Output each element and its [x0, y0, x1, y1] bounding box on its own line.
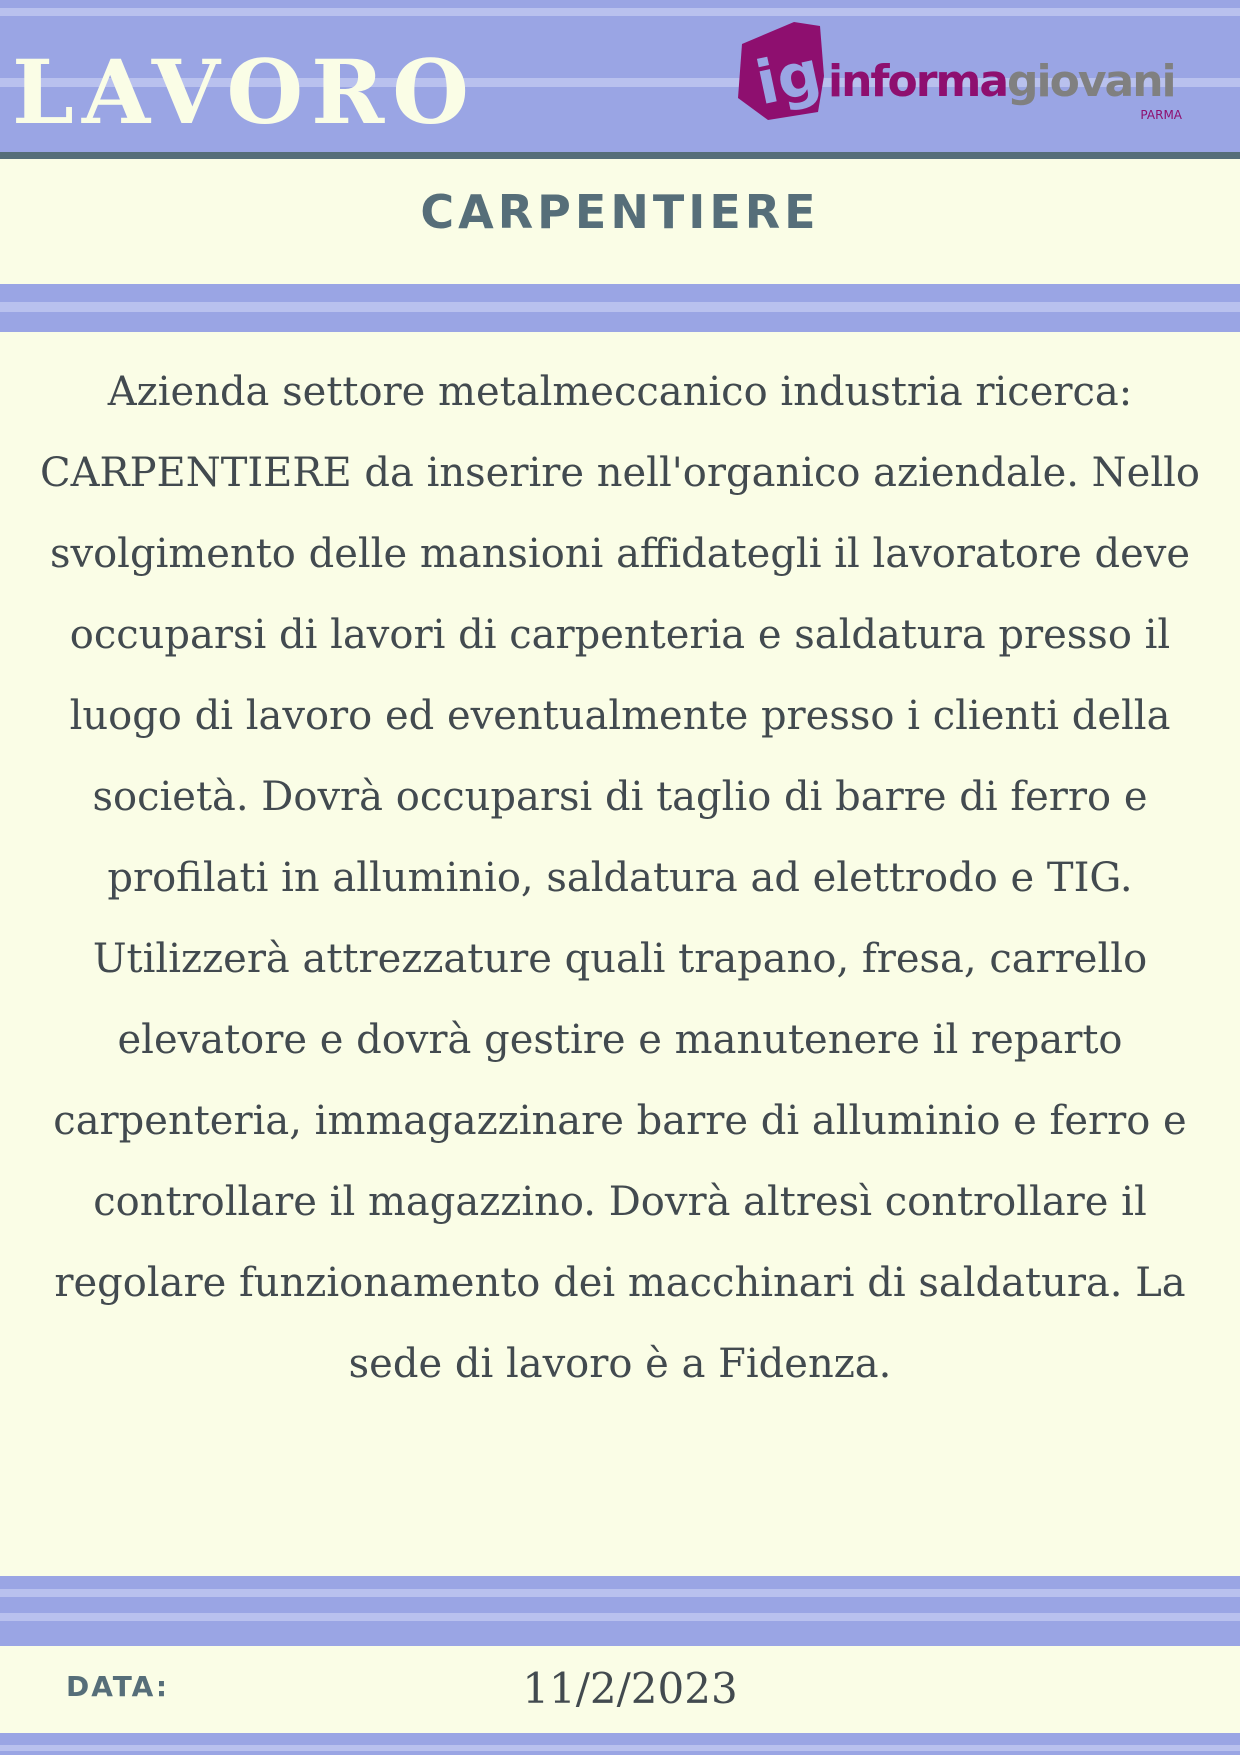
category-heading: LAVORO	[12, 40, 477, 144]
footer-band	[0, 1576, 1240, 1646]
footer-stripe	[0, 1613, 1240, 1621]
header-rule	[0, 152, 1240, 159]
ig-logo-mark-icon	[732, 16, 828, 122]
job-description: Azienda settore metalmeccanico industria ricerca: CARPENTIERE da inserire nell'organico aziendale. Nello svolgimento delle mansioni affidategli il lavoratore deve occuparsi di lavori di carpenteria e saldatura presso il luogo di lavoro ed eventualmente presso i clienti della società. Dovrà occuparsi di taglio di barre di ferro e profilati in alluminio, saldatura ad elettrodo e TIG. Utilizzerà attrezzature quali trapano, fresa, carrello elevatore e dovrà gestire e manutenere il reparto carpenteria, immagazzinare barre di alluminio e ferro e controllare il magazzino. Dovrà altresì controllare il regolare funzionamento dei macchinari di saldatura. La sede di lavoro è a Fidenza.	[39, 369, 1201, 1387]
divider-stripe	[0, 302, 1240, 312]
date-label: DATA:	[66, 1670, 170, 1703]
svg-text:ig: ig	[750, 37, 827, 120]
footer-stripe	[0, 1589, 1240, 1597]
job-title: CARPENTIERE	[420, 185, 820, 239]
date-value: 11/2/2023	[522, 1664, 738, 1713]
logo-subtitle: PARMA	[1140, 108, 1182, 122]
bottom-band	[0, 1733, 1240, 1755]
bottom-stripe	[0, 1745, 1240, 1751]
logo-word-giovani: giovani	[1007, 56, 1175, 107]
logo-word-informa: informa	[828, 56, 1008, 107]
header-stripe	[0, 8, 1240, 16]
informagiovani-logo[interactable]	[732, 16, 1202, 126]
logo-wordmark	[828, 56, 1175, 107]
